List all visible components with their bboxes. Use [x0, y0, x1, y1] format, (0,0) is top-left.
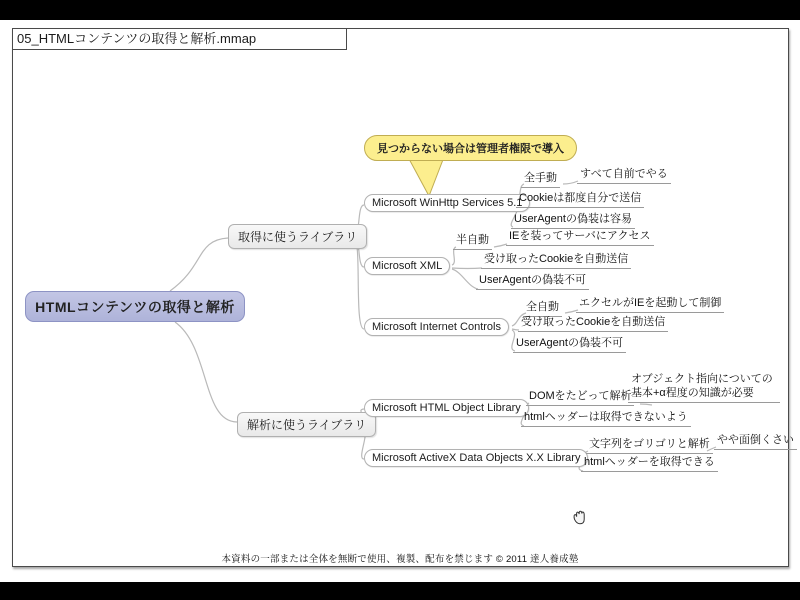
leaf-parse-strings-bruteforce[interactable]: 文字列をゴリゴリと解析 [586, 435, 713, 454]
branch-topic-parse-libraries[interactable]: 解析に使うライブラリ [237, 412, 376, 437]
leaf-send-cookie-manually[interactable]: Cookieは都度自分で送信 [516, 189, 644, 208]
leaf-useragent-spoof-impossible-xml[interactable]: UserAgentの偽装不可 [476, 271, 589, 290]
leaf-somewhat-tedious[interactable]: やや面倒くさい [714, 431, 797, 450]
leaf-auto-send-cookie-xml[interactable]: 受け取ったCookieを自動送信 [481, 250, 631, 269]
leaf-oop-knowledge-needed[interactable]: オブジェクト指向についての基本+α程度の知識が必要 [628, 372, 780, 403]
leaf-cannot-get-html-header[interactable]: htmlヘッダーは取得できないよう [521, 408, 691, 427]
leaf-useragent-spoof-easy[interactable]: UserAgentの偽装は容易 [511, 210, 635, 229]
branch-topic-acquire-libraries[interactable]: 取得に使うライブラリ [228, 224, 367, 249]
root-topic[interactable]: HTMLコンテンツの取得と解析 [25, 291, 245, 322]
leaf-auto-send-cookie-ic[interactable]: 受け取ったCookieを自動送信 [518, 313, 668, 332]
leaf-semi-auto[interactable]: 半自動 [453, 231, 492, 250]
subtopic-microsoft-xml[interactable]: Microsoft XML [364, 257, 450, 275]
copyright-footer: 本資料の一部または全体を無断で使用、複製、配布を禁じます © 2011 達人養成塾 [221, 554, 579, 565]
leaf-excel-launches-ie[interactable]: エクセルがIEを起動して制御 [576, 294, 724, 313]
leaf-parse-via-dom[interactable]: DOMをたどって解析 [526, 387, 634, 406]
leaf-fully-auto[interactable]: 全自動 [523, 298, 562, 317]
subtopic-html-object-library[interactable]: Microsoft HTML Object Library [364, 399, 529, 417]
window-title: 05_HTMLコンテンツの取得と解析.mmap [13, 29, 347, 50]
subtopic-winhttp-services[interactable]: Microsoft WinHttp Services 5.1 [364, 194, 530, 212]
leaf-fully-manual[interactable]: 全手動 [521, 169, 560, 188]
hand-cursor-icon [571, 509, 587, 526]
leaf-useragent-spoof-impossible-ic[interactable]: UserAgentの偽装不可 [513, 334, 626, 353]
leaf-can-get-html-header[interactable]: htmlヘッダーを取得できる [581, 453, 718, 472]
leaf-access-as-ie[interactable]: IEを装ってサーバにアクセス [506, 227, 654, 246]
subtopic-activex-data-objects[interactable]: Microsoft ActiveX Data Objects X.X Library [364, 449, 588, 467]
leaf-do-everything-yourself[interactable]: すべて自前でやる [577, 165, 671, 184]
subtopic-internet-controls[interactable]: Microsoft Internet Controls [364, 318, 509, 336]
callout-bubble[interactable]: 見つからない場合は管理者権限で導入 [364, 135, 577, 161]
